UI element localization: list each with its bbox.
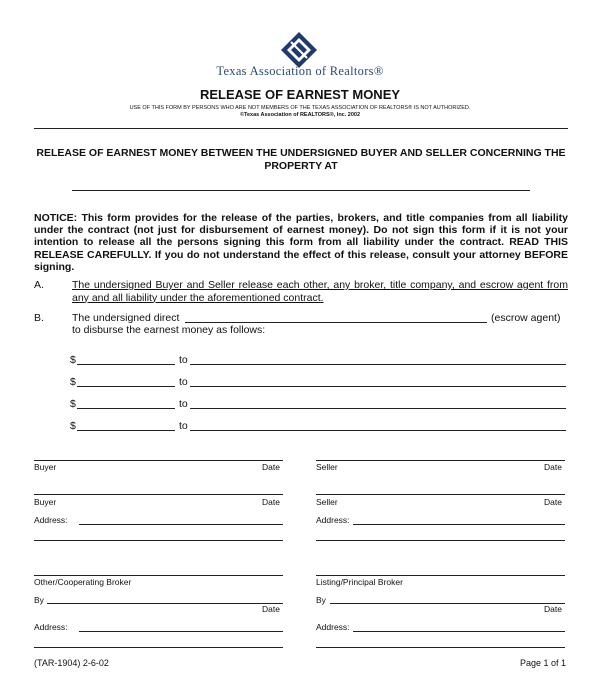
address-label: Address: [34, 622, 68, 632]
dollar-sign: $ [70, 376, 76, 388]
property-address-field[interactable] [72, 190, 530, 191]
amount-field[interactable] [77, 408, 175, 409]
to-label: to [179, 398, 188, 410]
section-b-letter: B. [34, 312, 44, 324]
seller-label: Seller [316, 497, 338, 507]
use-notice-text: USE OF THIS FORM BY PERSONS WHO ARE NOT MEMBERS OF THE TEXAS ASSOCIATION OF REALTORS® IS NOT AUTHORIZED. [129, 105, 471, 111]
dollar-sign: $ [70, 398, 76, 410]
date-label: Date [262, 497, 280, 507]
amount-field[interactable] [77, 386, 175, 387]
escrow-agent-field[interactable] [185, 322, 487, 323]
form-title: RELEASE OF EARNEST MONEY [199, 87, 401, 102]
buyer-address-field[interactable] [79, 524, 283, 525]
form-id: (TAR-1904) 2-6-02 [34, 658, 109, 668]
address-label: Address: [316, 622, 350, 632]
seller-address-field[interactable] [353, 524, 565, 525]
notice-paragraph: NOTICE: This form provides for the release of the parties, brokers, and title companies from all liability under the contract (not just for disbursement of earnest money). Do not sign this form if it is not your intention to release all the persons signing this form from all liability under the contract. READ THIS RELEASE CAREFULLY. If you do not understand the effect of this release, consult your attorney BEFORE signing. [34, 212, 568, 273]
by-label: By [316, 595, 326, 605]
date-label: Date [544, 462, 562, 472]
payee-field[interactable] [190, 430, 566, 431]
section-heading: RELEASE OF EARNEST MONEY BETWEEN THE UNDERSIGNED BUYER AND SELLER CONCERNING THE PROPERTY AT [36, 147, 566, 172]
payee-field[interactable] [190, 386, 566, 387]
seller-signature-line[interactable] [316, 460, 565, 461]
payee-field[interactable] [190, 364, 566, 365]
usage-notice [0, 105, 600, 118]
date-label: Date [262, 604, 280, 614]
other-broker-address-field-2[interactable] [34, 647, 283, 648]
other-broker-line[interactable] [34, 575, 283, 576]
other-broker-label: Other/Cooperating Broker [34, 577, 132, 587]
org-name: Texas Association of Realtors® [216, 64, 384, 78]
copyright-text: ©Texas Association of REALTORS®, Inc. 2002 [239, 111, 361, 118]
payee-field[interactable] [190, 408, 566, 409]
by-label: By [34, 595, 44, 605]
other-broker-address-field[interactable] [79, 631, 283, 632]
date-label: Date [262, 462, 280, 472]
buyer-label: Buyer [34, 462, 57, 472]
listing-broker-line[interactable] [316, 575, 565, 576]
buyer-address-field-2[interactable] [34, 540, 283, 541]
buyer-signature-line[interactable] [34, 494, 283, 495]
amount-field[interactable] [77, 430, 175, 431]
buyer-label: Buyer [34, 497, 57, 507]
realtors-logo-icon [281, 32, 317, 68]
address-label: Address: [34, 515, 68, 525]
listing-broker-address-field-2[interactable] [316, 647, 565, 648]
date-label: Date [544, 604, 562, 614]
seller-label: Seller [316, 462, 338, 472]
seller-address-field-2[interactable] [316, 540, 565, 541]
other-broker-by-field[interactable] [47, 603, 283, 604]
section-b-prefix: The undersigned direct [72, 312, 180, 324]
listing-broker-by-field[interactable] [330, 603, 565, 604]
listing-broker-address-field[interactable] [353, 631, 565, 632]
header-divider [34, 128, 568, 129]
section-b-line2: to disburse the earnest money as follows: [72, 324, 266, 336]
dollar-sign: $ [70, 354, 76, 366]
to-label: to [179, 420, 188, 432]
amount-field[interactable] [77, 364, 175, 365]
seller-signature-line[interactable] [316, 494, 565, 495]
buyer-signature-line[interactable] [34, 460, 283, 461]
dollar-sign: $ [70, 420, 76, 432]
page-number: Page 1 of 1 [520, 658, 567, 668]
section-b-suffix: (escrow agent) [491, 312, 561, 324]
to-label: to [179, 354, 188, 366]
section-a-text: The undersigned Buyer and Seller release each other, any broker, title company, and escrow agent from any and all liability under the aforementioned contract. [72, 279, 568, 304]
date-label: Date [544, 497, 562, 507]
to-label: to [179, 376, 188, 388]
section-a-letter: A. [34, 279, 44, 291]
address-label: Address: [316, 515, 350, 525]
listing-broker-label: Listing/Principal Broker [316, 577, 403, 587]
